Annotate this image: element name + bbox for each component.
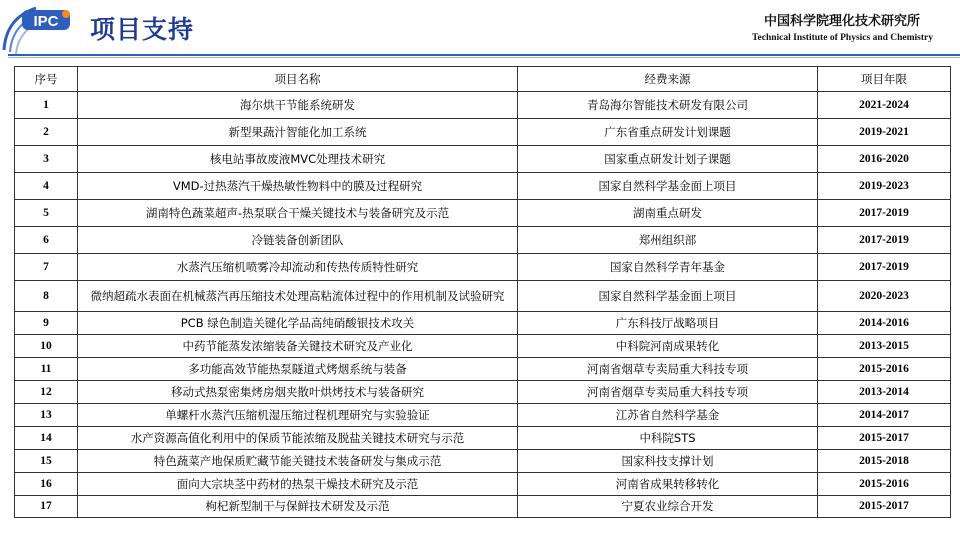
table-row [15, 254, 951, 281]
project-name: 水蒸汽压缩机喷雾冷却流动和传热传质特性研究 [78, 254, 518, 281]
table-row [15, 146, 951, 173]
row-number: 4 [15, 173, 78, 200]
table-row [15, 281, 951, 312]
project-period: 2015-2017 [818, 496, 951, 518]
org-name-en: Technical Institute of Physics and Chemistry [752, 33, 933, 43]
row-number: 11 [15, 358, 78, 381]
project-period: 2021-2024 [818, 92, 951, 119]
row-number: 9 [15, 312, 78, 335]
funding-source: 河南省成果转移转化 [518, 473, 818, 496]
funding-source: 国家自然科学基金面上项目 [518, 281, 818, 312]
table-row [15, 119, 951, 146]
row-number: 16 [15, 473, 78, 496]
project-table [14, 66, 951, 518]
funding-source: 河南省烟草专卖局重大科技专项 [518, 358, 818, 381]
project-period: 2017-2019 [818, 254, 951, 281]
table-row [15, 358, 951, 381]
table-row [15, 335, 951, 358]
project-period: 2019-2021 [818, 119, 951, 146]
project-period: 2016-2020 [818, 146, 951, 173]
project-period: 2020-2023 [818, 281, 951, 312]
project-name: 微纳超疏水表面在机械蒸汽再压缩技术处理高粘流体过程中的作用机制及试验研究 [78, 281, 518, 312]
project-name: 核电站事故废液MVC处理技术研究 [78, 146, 518, 173]
table-row [15, 227, 951, 254]
project-name: 多功能高效节能热泵隧道式烤烟系统与装备 [78, 358, 518, 381]
funding-source: 中科院STS [518, 427, 818, 450]
project-period: 2015-2018 [818, 450, 951, 473]
project-name: 面向大宗块茎中药材的热泵干燥技术研究及示范 [78, 473, 518, 496]
project-name: 特色蔬菜产地保质贮藏节能关键技术装备研发与集成示范 [78, 450, 518, 473]
column-header-name: 项目名称 [78, 67, 518, 92]
table-row [15, 381, 951, 404]
row-number: 7 [15, 254, 78, 281]
funding-source: 国家自然科学青年基金 [518, 254, 818, 281]
funding-source: 青岛海尔智能技术研发有限公司 [518, 92, 818, 119]
slide-header [0, 0, 960, 58]
row-number: 14 [15, 427, 78, 450]
project-period: 2015-2016 [818, 473, 951, 496]
row-number: 15 [15, 450, 78, 473]
project-period: 2013-2014 [818, 381, 951, 404]
table-row [15, 450, 951, 473]
project-name: 湖南特色蔬菜超声-热泵联合干燥关键技术与装备研究及示范 [78, 200, 518, 227]
project-period: 2013-2015 [818, 335, 951, 358]
project-name: VMD-过热蒸汽干燥热敏性物料中的膜及过程研究 [78, 173, 518, 200]
project-name: 冷链装备创新团队 [78, 227, 518, 254]
row-number: 12 [15, 381, 78, 404]
row-number: 10 [15, 335, 78, 358]
row-number: 3 [15, 146, 78, 173]
header-divider-thin [8, 57, 960, 58]
project-period: 2017-2019 [818, 227, 951, 254]
table-row [15, 312, 951, 335]
project-period: 2015-2017 [818, 427, 951, 450]
funding-source: 广东科技厅战略项目 [518, 312, 818, 335]
project-name: 单螺杆水蒸汽压缩机湿压缩过程机理研究与实验验证 [78, 404, 518, 427]
project-period: 2014-2017 [818, 404, 951, 427]
table-row [15, 427, 951, 450]
page-title: 项目支持 [90, 15, 195, 44]
project-name: 新型果蔬汁智能化加工系统 [78, 119, 518, 146]
funding-source: 国家重点研发计划子课题 [518, 146, 818, 173]
logo-text: IPC [33, 13, 59, 30]
project-name: 枸杞新型制干与保鲜技术研发及示范 [78, 496, 518, 518]
column-header-funding: 经费来源 [518, 67, 818, 92]
project-name: 移动式热泵密集烤房烟夹散叶烘烤技术与装备研究 [78, 381, 518, 404]
funding-source: 湖南重点研发 [518, 200, 818, 227]
row-number: 6 [15, 227, 78, 254]
row-number: 13 [15, 404, 78, 427]
table-row [15, 404, 951, 427]
row-number: 2 [15, 119, 78, 146]
header-divider [8, 54, 960, 56]
project-name: 中药节能蒸发浓缩装备关键技术研究及产业化 [78, 335, 518, 358]
table-row [15, 473, 951, 496]
table-row [15, 200, 951, 227]
table-row [15, 173, 951, 200]
project-period: 2017-2019 [818, 200, 951, 227]
project-name: 水产资源高值化利用中的保质节能浓缩及脱盐关键技术研究与示范 [78, 427, 518, 450]
table-row [15, 496, 951, 518]
funding-source: 河南省烟草专卖局重大科技专项 [518, 381, 818, 404]
row-number: 17 [15, 496, 78, 518]
table-row [15, 92, 951, 119]
project-period: 2014-2016 [818, 312, 951, 335]
project-name: PCB 绿色制造关键化学品高纯硝酸银技术攻关 [78, 312, 518, 335]
funding-source: 国家科技支撑计划 [518, 450, 818, 473]
org-name-cn: 中国科学院理化技术研究所 [763, 14, 920, 29]
row-number: 5 [15, 200, 78, 227]
funding-source: 江苏省自然科学基金 [518, 404, 818, 427]
ipc-logo-icon [0, 0, 80, 58]
row-number: 8 [15, 281, 78, 312]
project-name: 海尔烘干节能系统研发 [78, 92, 518, 119]
funding-source: 宁夏农业综合开发 [518, 496, 818, 518]
funding-source: 广东省重点研发计划课题 [518, 119, 818, 146]
funding-source: 中科院河南成果转化 [518, 335, 818, 358]
funding-source: 郑州组织部 [518, 227, 818, 254]
column-header-no: 序号 [15, 67, 78, 92]
project-period: 2019-2023 [818, 173, 951, 200]
project-period: 2015-2016 [818, 358, 951, 381]
column-header-period: 项目年限 [818, 67, 951, 92]
table-header-row [15, 67, 951, 92]
row-number: 1 [15, 92, 78, 119]
funding-source: 国家自然科学基金面上项目 [518, 173, 818, 200]
